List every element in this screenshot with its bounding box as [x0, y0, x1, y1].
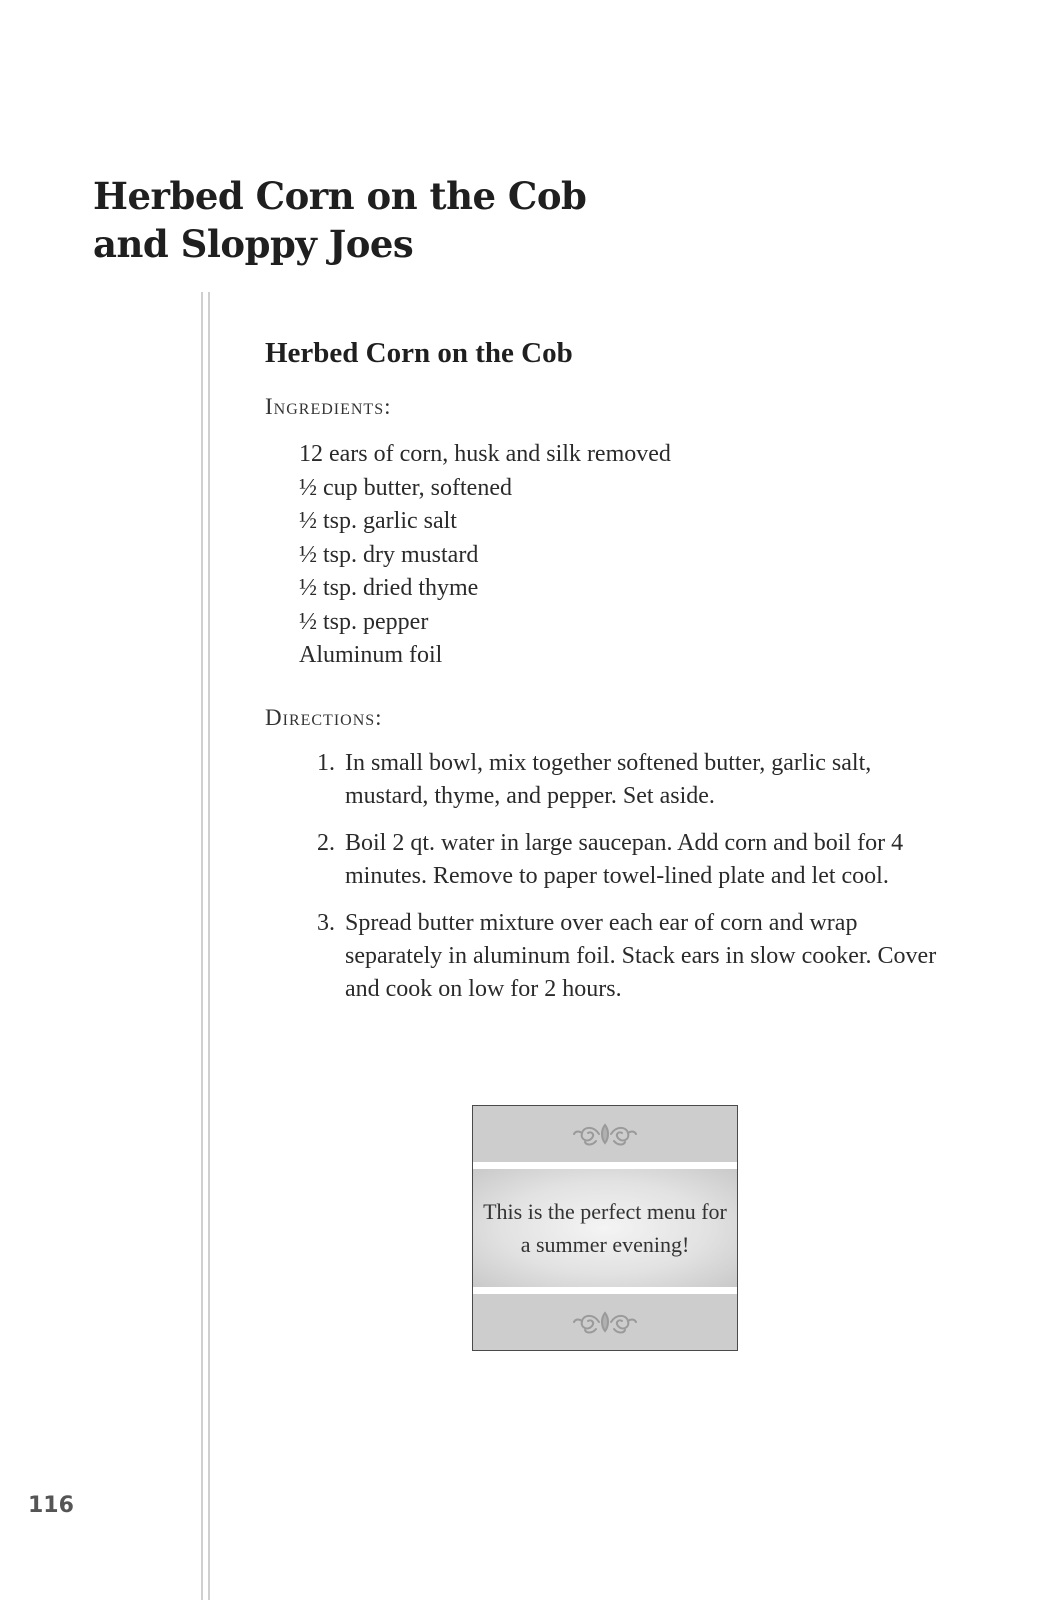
step-text: Boil 2 qt. water in large saucepan. Add corn and boil for 4 minutes. Remove to paper towel-lined plate and let cool.	[345, 830, 904, 889]
page-title-line-2: and Sloppy Joes	[93, 222, 414, 266]
direction-step	[299, 747, 949, 813]
step-number: 3.	[317, 910, 335, 936]
ingredient-item: Aluminum foil	[299, 642, 443, 668]
step-number: 2.	[317, 830, 335, 856]
directions-list	[299, 747, 949, 1020]
tip-band-bottom	[473, 1294, 737, 1350]
ingredient-item: ½ tsp. garlic salt	[299, 508, 457, 534]
directions-label: Directions:	[265, 705, 383, 730]
margin-rule-left	[201, 292, 203, 1600]
tip-text: This is the perfect menu for a summer evening!	[483, 1199, 727, 1257]
margin-rule-right	[208, 292, 210, 1600]
direction-step	[299, 827, 949, 893]
ingredient-item: ½ tsp. dried thyme	[299, 575, 479, 601]
tip-body	[473, 1169, 737, 1287]
recipe-title: Herbed Corn on the Cob	[265, 337, 573, 369]
ingredient-item: ½ cup butter, softened	[299, 474, 512, 501]
page-title	[93, 172, 586, 268]
page-title-line-1: Herbed Corn on the Cob	[93, 174, 587, 218]
ingredient-item: 12 ears of corn, husk and silk removed	[299, 441, 671, 467]
step-text: In small bowl, mix together softened butter, garlic salt, mustard, thyme, and pepper. Set aside.	[345, 750, 872, 809]
step-number: 1.	[317, 750, 335, 776]
tip-box	[472, 1105, 738, 1351]
flourish-ornament-icon	[570, 1307, 640, 1337]
page-number: 116	[28, 1493, 74, 1518]
ingredients-list	[299, 438, 671, 673]
flourish-ornament-icon	[570, 1119, 640, 1149]
ingredient-item: ½ tsp. pepper	[299, 608, 429, 635]
step-text: Spread butter mixture over each ear of corn and wrap separately in aluminum foil. Stack ears in slow cooker. Cover and cook on low for 2 hours.	[345, 910, 937, 1002]
ingredient-item: ½ tsp. dry mustard	[299, 541, 479, 568]
direction-step	[299, 907, 949, 1006]
tip-band-top	[473, 1106, 737, 1162]
ingredients-label: Ingredients:	[265, 394, 392, 419]
